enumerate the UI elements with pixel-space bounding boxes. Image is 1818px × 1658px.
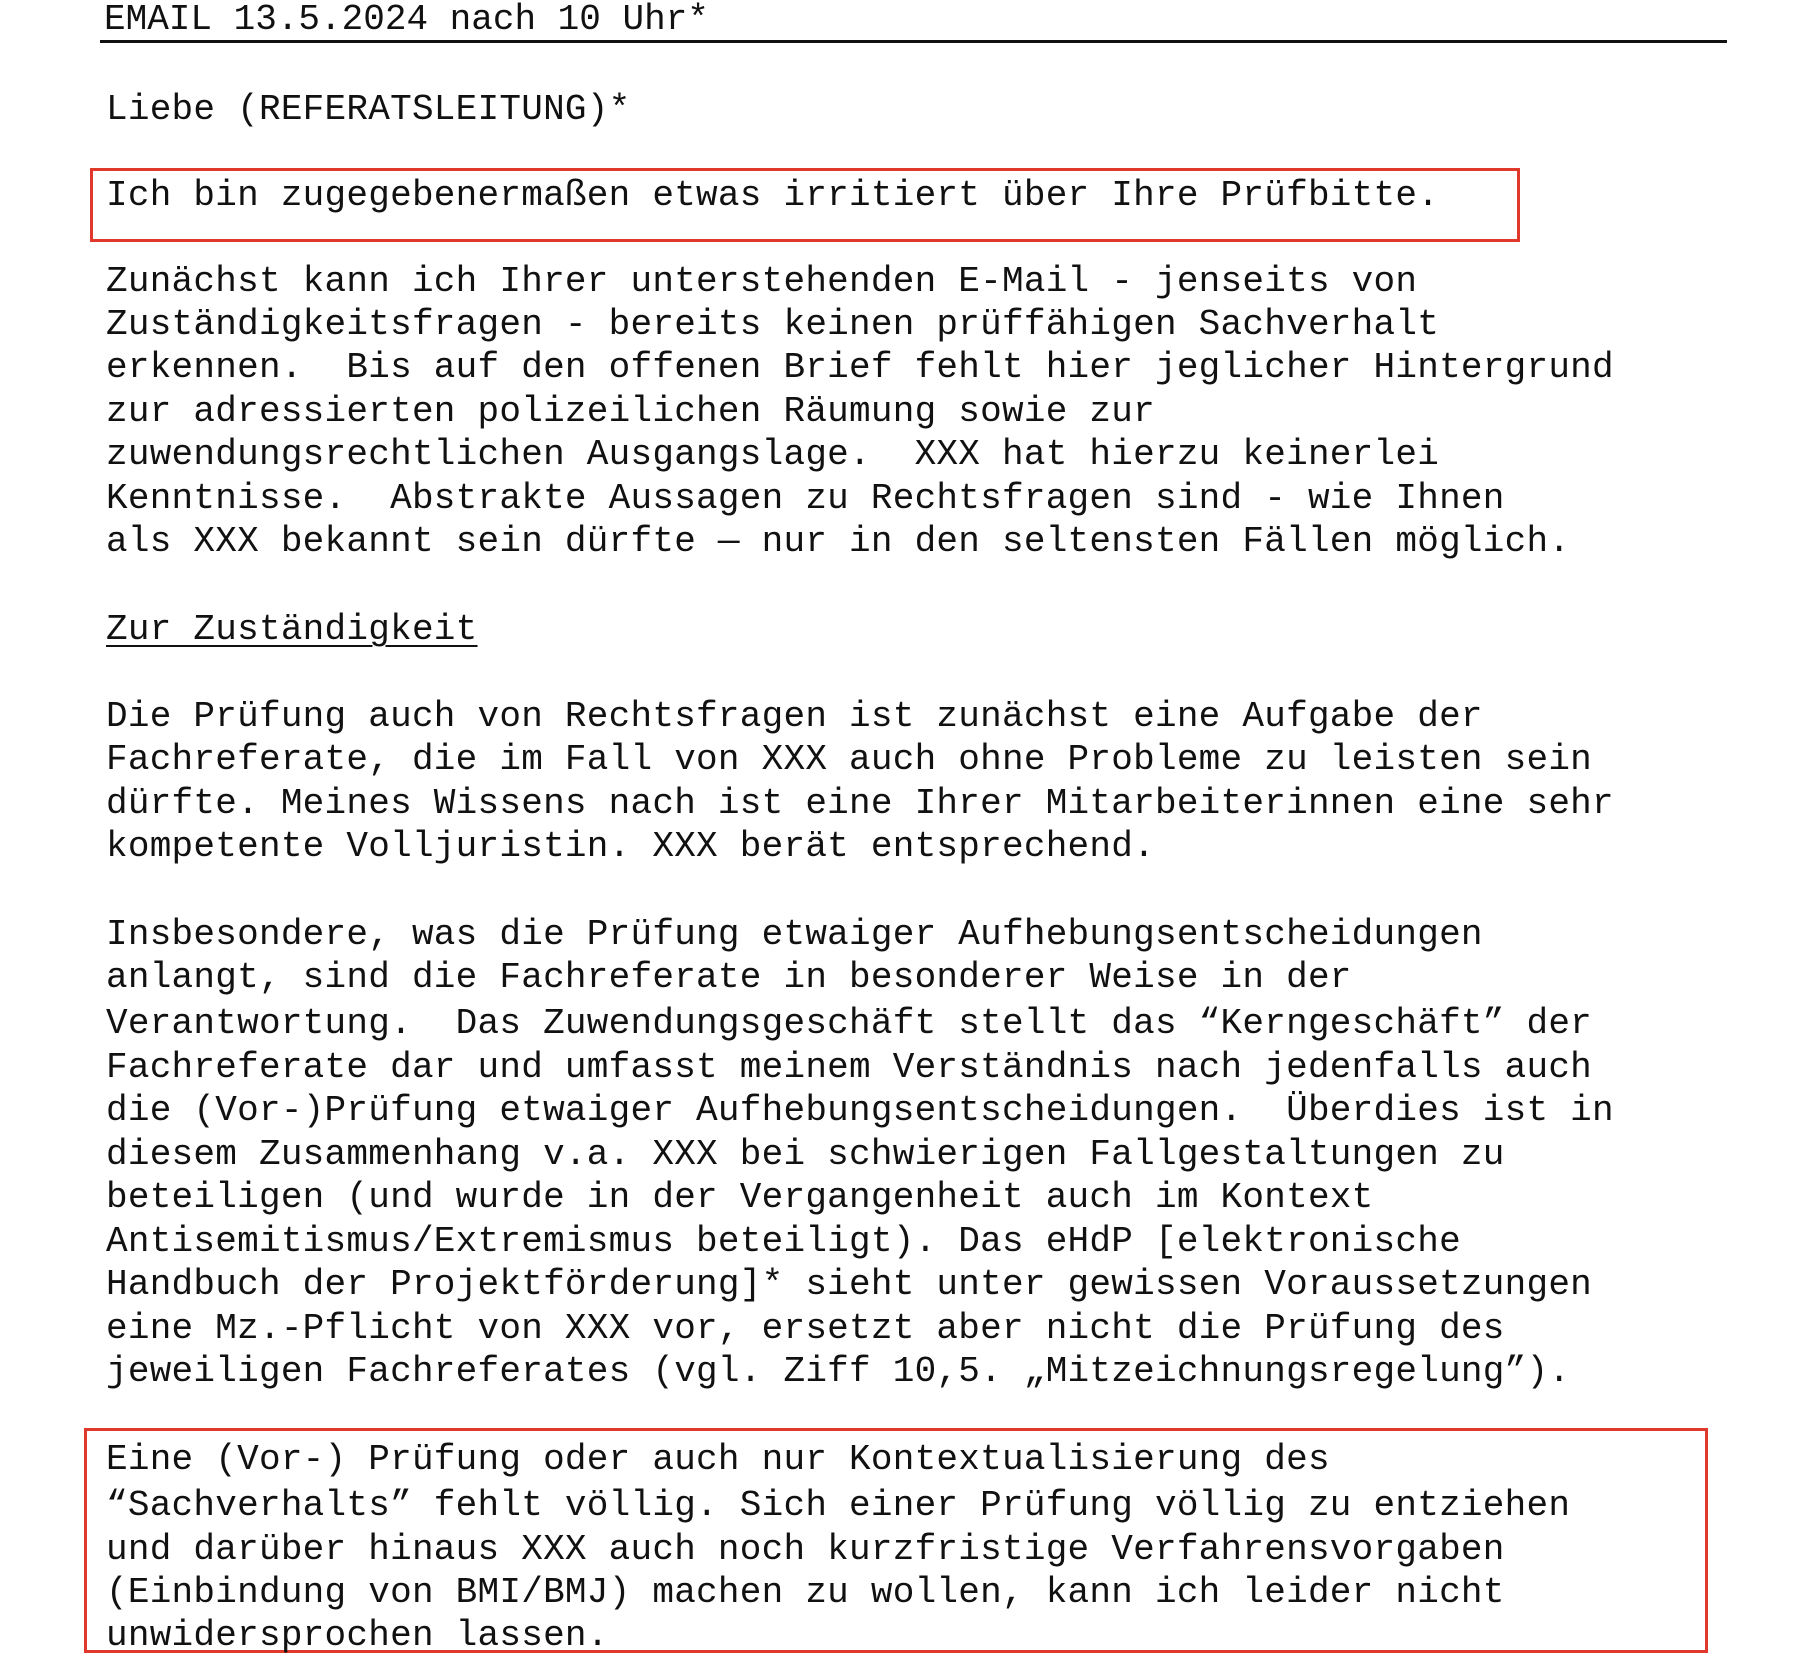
paragraph-line: Handbuch der Projektförderung]* sieht unter gewissen Voraussetzungen (106, 1264, 1593, 1305)
paragraph-line: als XXX bekannt sein dürfte — nur in den seltensten Fällen möglich. (106, 521, 1571, 562)
paragraph-line: Verantwortung. Das Zuwendungsgeschäft stellt das “Kerngeschäft” der (106, 1003, 1593, 1044)
header-divider (100, 40, 1727, 43)
paragraph-line: Eine (Vor-) Prüfung oder auch nur Kontextualisierung des (106, 1439, 1330, 1480)
paragraph-line: unwidersprochen lassen. (106, 1615, 609, 1656)
email-header-title: EMAIL 13.5.2024 nach 10 Uhr* (104, 0, 709, 40)
paragraph-line: “Sachverhalts” fehlt völlig. Sich einer Prüfung völlig zu entziehen (106, 1485, 1571, 1526)
paragraph-line: zuwendungsrechtlichen Ausgangslage. XXX hat hierzu keinerlei (106, 434, 1440, 475)
paragraph-line: (Einbindung von BMI/BMJ) machen zu wollen, kann ich leider nicht (106, 1572, 1505, 1613)
paragraph-line: Fachreferate dar und umfasst meinem Verständnis nach jedenfalls auch (106, 1047, 1593, 1088)
paragraph-line: Fachreferate, die im Fall von XXX auch ohne Probleme zu leisten sein (106, 739, 1593, 780)
paragraph-line: diesem Zusammenhang v.a. XXX bei schwierigen Fallgestaltungen zu (106, 1134, 1505, 1175)
paragraph-line: zur adressierten polizeilichen Räumung sowie zur (106, 391, 1155, 432)
paragraph-line: Die Prüfung auch von Rechtsfragen ist zunächst eine Aufgabe der (106, 696, 1483, 737)
section-heading: Zur Zuständigkeit (106, 609, 478, 650)
paragraph-line: Zuständigkeitsfragen - bereits keinen prüffähigen Sachverhalt (106, 304, 1440, 345)
salutation: Liebe (REFERATSLEITUNG)* (106, 89, 631, 130)
paragraph-line: Antisemitismus/Extremismus beteiligt). Das eHdP [elektronische (106, 1221, 1461, 1262)
paragraph-line: kompetente Volljuristin. XXX berät entsprechend. (106, 826, 1155, 867)
paragraph-line: beteiligen (und wurde in der Vergangenheit auch im Kontext (106, 1177, 1374, 1218)
paragraph-line: eine Mz.-Pflicht von XXX vor, ersetzt aber nicht die Prüfung des (106, 1308, 1505, 1349)
paragraph-line: Zunächst kann ich Ihrer unterstehenden E-Mail - jenseits von (106, 261, 1418, 302)
intro-highlight-text: Ich bin zugegebenermaßen etwas irritiert über Ihre Prüfbitte. (106, 175, 1440, 216)
paragraph-line: dürfte. Meines Wissens nach ist eine Ihrer Mitarbeiterinnen eine sehr (106, 783, 1614, 824)
paragraph-line: Kenntnisse. Abstrakte Aussagen zu Rechtsfragen sind - wie Ihnen (106, 478, 1505, 519)
paragraph-line: die (Vor-)Prüfung etwaiger Aufhebungsentscheidungen. Überdies ist in (106, 1090, 1614, 1131)
paragraph-line: Insbesondere, was die Prüfung etwaiger Aufhebungsentscheidungen (106, 914, 1483, 955)
paragraph-line: erkennen. Bis auf den offenen Brief fehlt hier jeglicher Hintergrund (106, 347, 1614, 388)
paragraph-line: anlangt, sind die Fachreferate in besonderer Weise in der (106, 957, 1352, 998)
paragraph-line: und darüber hinaus XXX auch noch kurzfristige Verfahrensvorgaben (106, 1529, 1505, 1570)
paragraph-line: jeweiligen Fachreferates (vgl. Ziff 10,5. „Mitzeichnungsregelung”). (106, 1351, 1571, 1392)
